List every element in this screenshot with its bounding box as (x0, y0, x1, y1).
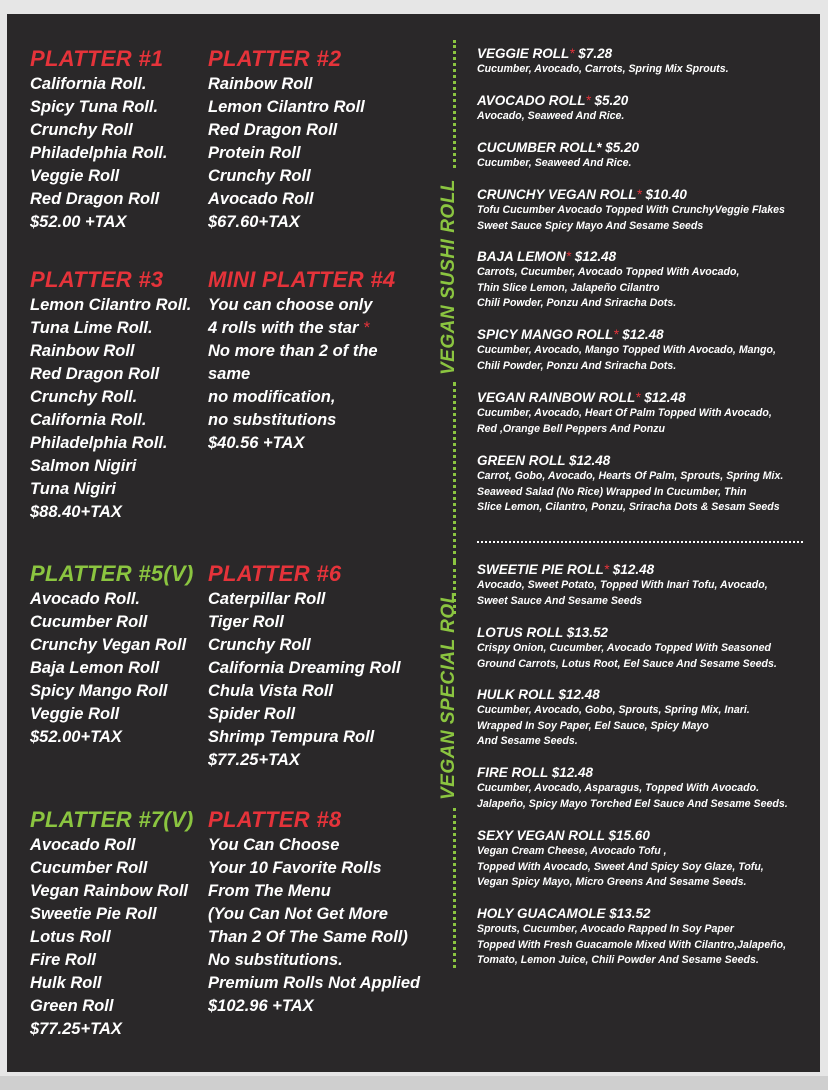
roll-price: $12.48 (644, 390, 686, 405)
platter-line: You can choose only (208, 296, 373, 314)
roll-item (477, 561, 768, 609)
platter-line: Veggie Roll (30, 705, 120, 723)
platter-line: $88.40+TAX (30, 503, 122, 521)
platter-line: $77.25+TAX (208, 751, 300, 769)
roll-item (477, 624, 777, 672)
platter-line: Shrimp Tempura Roll (208, 728, 375, 746)
roll-description: Topped With Fresh Guacamole Mixed With Cilantro,Jalapeño, (477, 938, 787, 951)
roll-item (477, 139, 639, 172)
roll-description: Avocado, Sweet Potato, Topped With Inari Tofu, Avocado, (477, 579, 768, 591)
roll-name: VEGAN RAINBOW ROLL (477, 390, 636, 405)
platter-line: Tuna Nigiri (30, 480, 116, 498)
star-marker: * (569, 46, 575, 61)
sushi-divider-bottom (453, 382, 456, 562)
platter-title: PLATTER #3 (30, 267, 164, 292)
platter-title: PLATTER #1 (30, 46, 164, 71)
platter-line: California Roll. (30, 411, 147, 429)
roll-description: Red ,Orange Bell Peppers And Ponzu (477, 422, 665, 435)
platter-line: Philadelphia Roll. (30, 434, 168, 452)
platter-line: Lotus Roll (30, 928, 111, 946)
roll-description: Carrots, Cucumber, Avocado Topped With Avocado, (477, 266, 740, 278)
roll-name: SWEETIE PIE ROLL (477, 562, 604, 577)
roll-name: LOTUS ROLL $13.52 (477, 625, 609, 640)
platter-5 (30, 560, 194, 749)
roll-name: AVOCADO ROLL (477, 93, 586, 108)
roll-item (477, 905, 786, 969)
roll-item (477, 186, 785, 234)
platter-title: PLATTER #6 (208, 561, 342, 586)
platter-1 (30, 45, 168, 234)
roll-price: $5.20 (594, 93, 629, 108)
roll-description: Topped With Avocado, Sweet And Spicy Soy Glaze, Tofu, (477, 860, 764, 873)
sushi-section-label: VEGAN SUSHI ROLL (438, 179, 459, 375)
platter-line: Philadelphia Roll. (30, 144, 168, 162)
platter-line: Green Roll (30, 997, 114, 1015)
roll-name: CRUNCHY VEGAN ROLL (477, 187, 637, 202)
roll-name-line (477, 326, 776, 343)
roll-name-line (477, 248, 739, 265)
platter-line: Spicy Mango Roll (30, 682, 168, 700)
roll-description: Vegan Cream Cheese, Avocado Tofu , (477, 845, 667, 857)
platter-line: Sweetie Pie Roll (30, 905, 157, 923)
platter-line: Protein Roll (208, 144, 301, 162)
platter-line: $102.96 +TAX (208, 997, 314, 1015)
roll-description: Thin Slice Lemon, Jalapeño Cilantro (477, 281, 660, 294)
star-marker: * (362, 319, 370, 337)
platter-line: same (208, 365, 251, 383)
roll-name-line (477, 92, 628, 109)
platter-line: Fire Roll (30, 951, 97, 969)
platter-line: Red Dragon Roll (30, 190, 160, 208)
roll-name-line (477, 827, 764, 844)
roll-description: Cucumber, Avocado, Carrots, Spring Mix Sprouts. (477, 63, 729, 75)
platter-title: PLATTER #5(V) (30, 561, 194, 586)
platter-line: Cucumber Roll (30, 613, 148, 631)
roll-description: Carrot, Gobo, Avocado, Hearts Of Palm, Sprouts, Spring Mix. (477, 470, 784, 482)
platter-line: Tiger Roll (208, 613, 284, 631)
platter-line: Crunchy Roll (30, 121, 133, 139)
platter-line: 4 rolls with the star (208, 319, 359, 337)
platter-line: Lemon Cilantro Roll (208, 98, 365, 116)
bottom-strip (0, 1076, 828, 1090)
star-marker: * (585, 93, 591, 108)
roll-name: CUCUMBER ROLL* $5.20 (477, 140, 640, 155)
roll-item (477, 764, 788, 812)
section-separator (477, 541, 803, 543)
roll-description: Seaweed Salad (No Rice) Wrapped In Cucumber, Thin (477, 485, 747, 498)
platter-line: Spider Roll (208, 705, 296, 723)
platter-line: Than 2 Of The Same Roll) (208, 928, 408, 946)
platter-line: Caterpillar Roll (208, 590, 326, 608)
star-marker: * (613, 327, 619, 342)
platter-line: Premium Rolls Not Applied (208, 974, 421, 992)
roll-description: Sweet Sauce And Sesame Seeds (477, 594, 643, 607)
platter-title: PLATTER #8 (208, 807, 342, 832)
roll-name-line (477, 389, 772, 406)
platter-line: no substitutions (208, 411, 337, 429)
roll-description: Jalapeño, Spicy Mayo Torched Eel Sauce And Sesame Seeds. (477, 797, 788, 810)
roll-item (477, 92, 628, 125)
roll-item (477, 686, 750, 750)
platter-line: $52.00 +TAX (30, 213, 127, 231)
platter-line: Crunchy Roll. (30, 388, 138, 406)
platter-line: Avocado Roll. (30, 590, 141, 608)
roll-description: Cucumber, Avocado, Heart Of Palm Topped With Avocado, (477, 407, 772, 419)
platter-line: Avocado Roll (208, 190, 314, 208)
roll-description: Ground Carrots, Lotus Root, Eel Sauce And Sesame Seeds. (477, 657, 777, 670)
special-section-label: VEGAN SPECIAL ROL (438, 591, 459, 800)
roll-item (477, 248, 739, 312)
platter-line: no modification, (208, 388, 336, 406)
platter-line: Veggie Roll (30, 167, 120, 185)
platter-6 (208, 560, 401, 772)
platter-line: Chula Vista Roll (208, 682, 333, 700)
star-marker: * (603, 562, 610, 577)
roll-name: SPICY MANGO ROLL (477, 327, 614, 342)
roll-item (477, 452, 783, 516)
roll-name: HULK ROLL $12.48 (477, 687, 600, 702)
roll-description: Chili Powder, Ponzu And Sriracha Dots. (477, 297, 677, 309)
platter-line: No more than 2 of the (208, 342, 378, 360)
roll-description: Cucumber, Avocado, Mango Topped With Avocado, Mango, (477, 344, 776, 356)
roll-name: VEGGIE ROLL (477, 46, 570, 61)
roll-price: $10.40 (645, 187, 687, 202)
platter-line: Red Dragon Roll (30, 365, 160, 383)
roll-description: Vegan Spicy Mayo, Micro Greens And Sesame Seeds. (477, 876, 747, 888)
roll-description: Cucumber, Avocado, Gobo, Sprouts, Spring Mix, Inari. (477, 704, 750, 716)
roll-description: Avocado, Seaweed And Rice. (477, 110, 625, 122)
platter-line: California Dreaming Roll (208, 659, 401, 677)
platter-line: $77.25+TAX (30, 1020, 122, 1038)
star-marker: * (565, 249, 572, 264)
roll-name-line (477, 686, 750, 703)
platter-7 (30, 806, 194, 1041)
special-divider-bottom (453, 808, 456, 968)
platter-title: PLATTER #7(V) (30, 807, 194, 832)
platter-line: You Can Choose (208, 836, 340, 854)
platter-4 (208, 266, 395, 455)
platter-title: MINI PLATTER #4 (208, 267, 396, 292)
roll-name: BAJA LEMON (477, 249, 566, 264)
star-marker: * (635, 390, 641, 405)
platter-line: Baja Lemon Roll (30, 659, 160, 677)
roll-description: Crispy Onion, Cucumber, Avocado Topped With Seasoned (477, 642, 772, 654)
roll-name-line (477, 905, 786, 922)
platter-line: Your 10 Favorite Rolls (208, 859, 382, 877)
roll-price: $7.28 (578, 46, 613, 61)
platter-line: Crunchy Roll (208, 167, 311, 185)
platter-line: Crunchy Roll (208, 636, 311, 654)
platter-line: No substitutions. (208, 951, 343, 969)
platter-line: $52.00+TAX (30, 728, 122, 746)
roll-name-line (477, 764, 788, 781)
roll-description: Chili Powder, Ponzu And Sriracha Dots. (477, 359, 677, 372)
roll-name-line (477, 139, 639, 156)
platter-8 (208, 806, 420, 1018)
platter-line: Crunchy Vegan Roll (30, 636, 187, 654)
roll-description: Sprouts, Cucumber, Avocado Rapped In Soy Paper (477, 923, 734, 935)
roll-description: Slice Lemon, Cilantro, Ponzu, Sriracha Dots & Sesam Seeds (477, 501, 780, 513)
platter-2 (208, 45, 365, 234)
roll-description: Sweet Sauce Spicy Mayo And Sesame Seeds (477, 219, 704, 232)
roll-name: GREEN ROLL $12.48 (477, 453, 611, 468)
roll-name: HOLY GUACAMOLE $13.52 (477, 906, 651, 921)
roll-name: SEXY VEGAN ROLL $15.60 (477, 828, 650, 843)
roll-name: FIRE ROLL $12.48 (477, 765, 594, 780)
platter-line: Lemon Cilantro Roll. (30, 296, 192, 314)
roll-description: And Sesame Seeds. (477, 735, 578, 747)
platter-line: Avocado Roll (30, 836, 136, 854)
roll-item (477, 326, 776, 374)
roll-description: Tomato, Lemon Juice, Chili Powder And Sesame Seeds. (477, 954, 759, 966)
roll-name-line (477, 45, 729, 62)
platter-line: Rainbow Roll (30, 342, 135, 360)
platter-3 (30, 266, 191, 524)
roll-price: $12.48 (612, 562, 655, 577)
platter-line: Hulk Roll (30, 974, 102, 992)
platter-line: Rainbow Roll (208, 75, 313, 93)
roll-description: Tofu Cucumber Avocado Topped With CrunchyVeggie Flakes (477, 204, 785, 216)
roll-item (477, 45, 729, 78)
platter-line: California Roll. (30, 75, 147, 93)
platter-line: $40.56 +TAX (208, 434, 305, 452)
roll-item (477, 827, 764, 891)
sushi-divider-top (453, 40, 456, 168)
platter-line: Spicy Tuna Roll. (30, 98, 159, 116)
platter-line: From The Menu (208, 882, 331, 900)
platter-line: Tuna Lime Roll. (30, 319, 153, 337)
roll-name-line (477, 186, 785, 203)
star-marker: * (636, 187, 642, 202)
roll-item (477, 389, 772, 437)
platter-line: Salmon Nigiri (30, 457, 137, 475)
platter-line: (You Can Not Get More (208, 905, 388, 923)
roll-name-line (477, 624, 777, 641)
roll-description: Cucumber, Seaweed And Rice. (477, 157, 632, 169)
platter-title: PLATTER #2 (208, 46, 342, 71)
roll-price: $12.48 (574, 249, 617, 264)
platter-line: $67.60+TAX (208, 213, 300, 231)
roll-description: Wrapped In Soy Paper, Eel Sauce, Spicy Mayo (477, 719, 709, 732)
roll-price: $12.48 (622, 327, 664, 342)
roll-name-line (477, 452, 783, 469)
roll-description: Cucumber, Avocado, Asparagus, Topped With Avocado. (477, 782, 760, 794)
platter-line: Vegan Rainbow Roll (30, 882, 188, 900)
platter-line: Cucumber Roll (30, 859, 148, 877)
roll-name-line (477, 561, 768, 578)
platter-line-with-star (208, 317, 395, 340)
platter-line: Red Dragon Roll (208, 121, 338, 139)
